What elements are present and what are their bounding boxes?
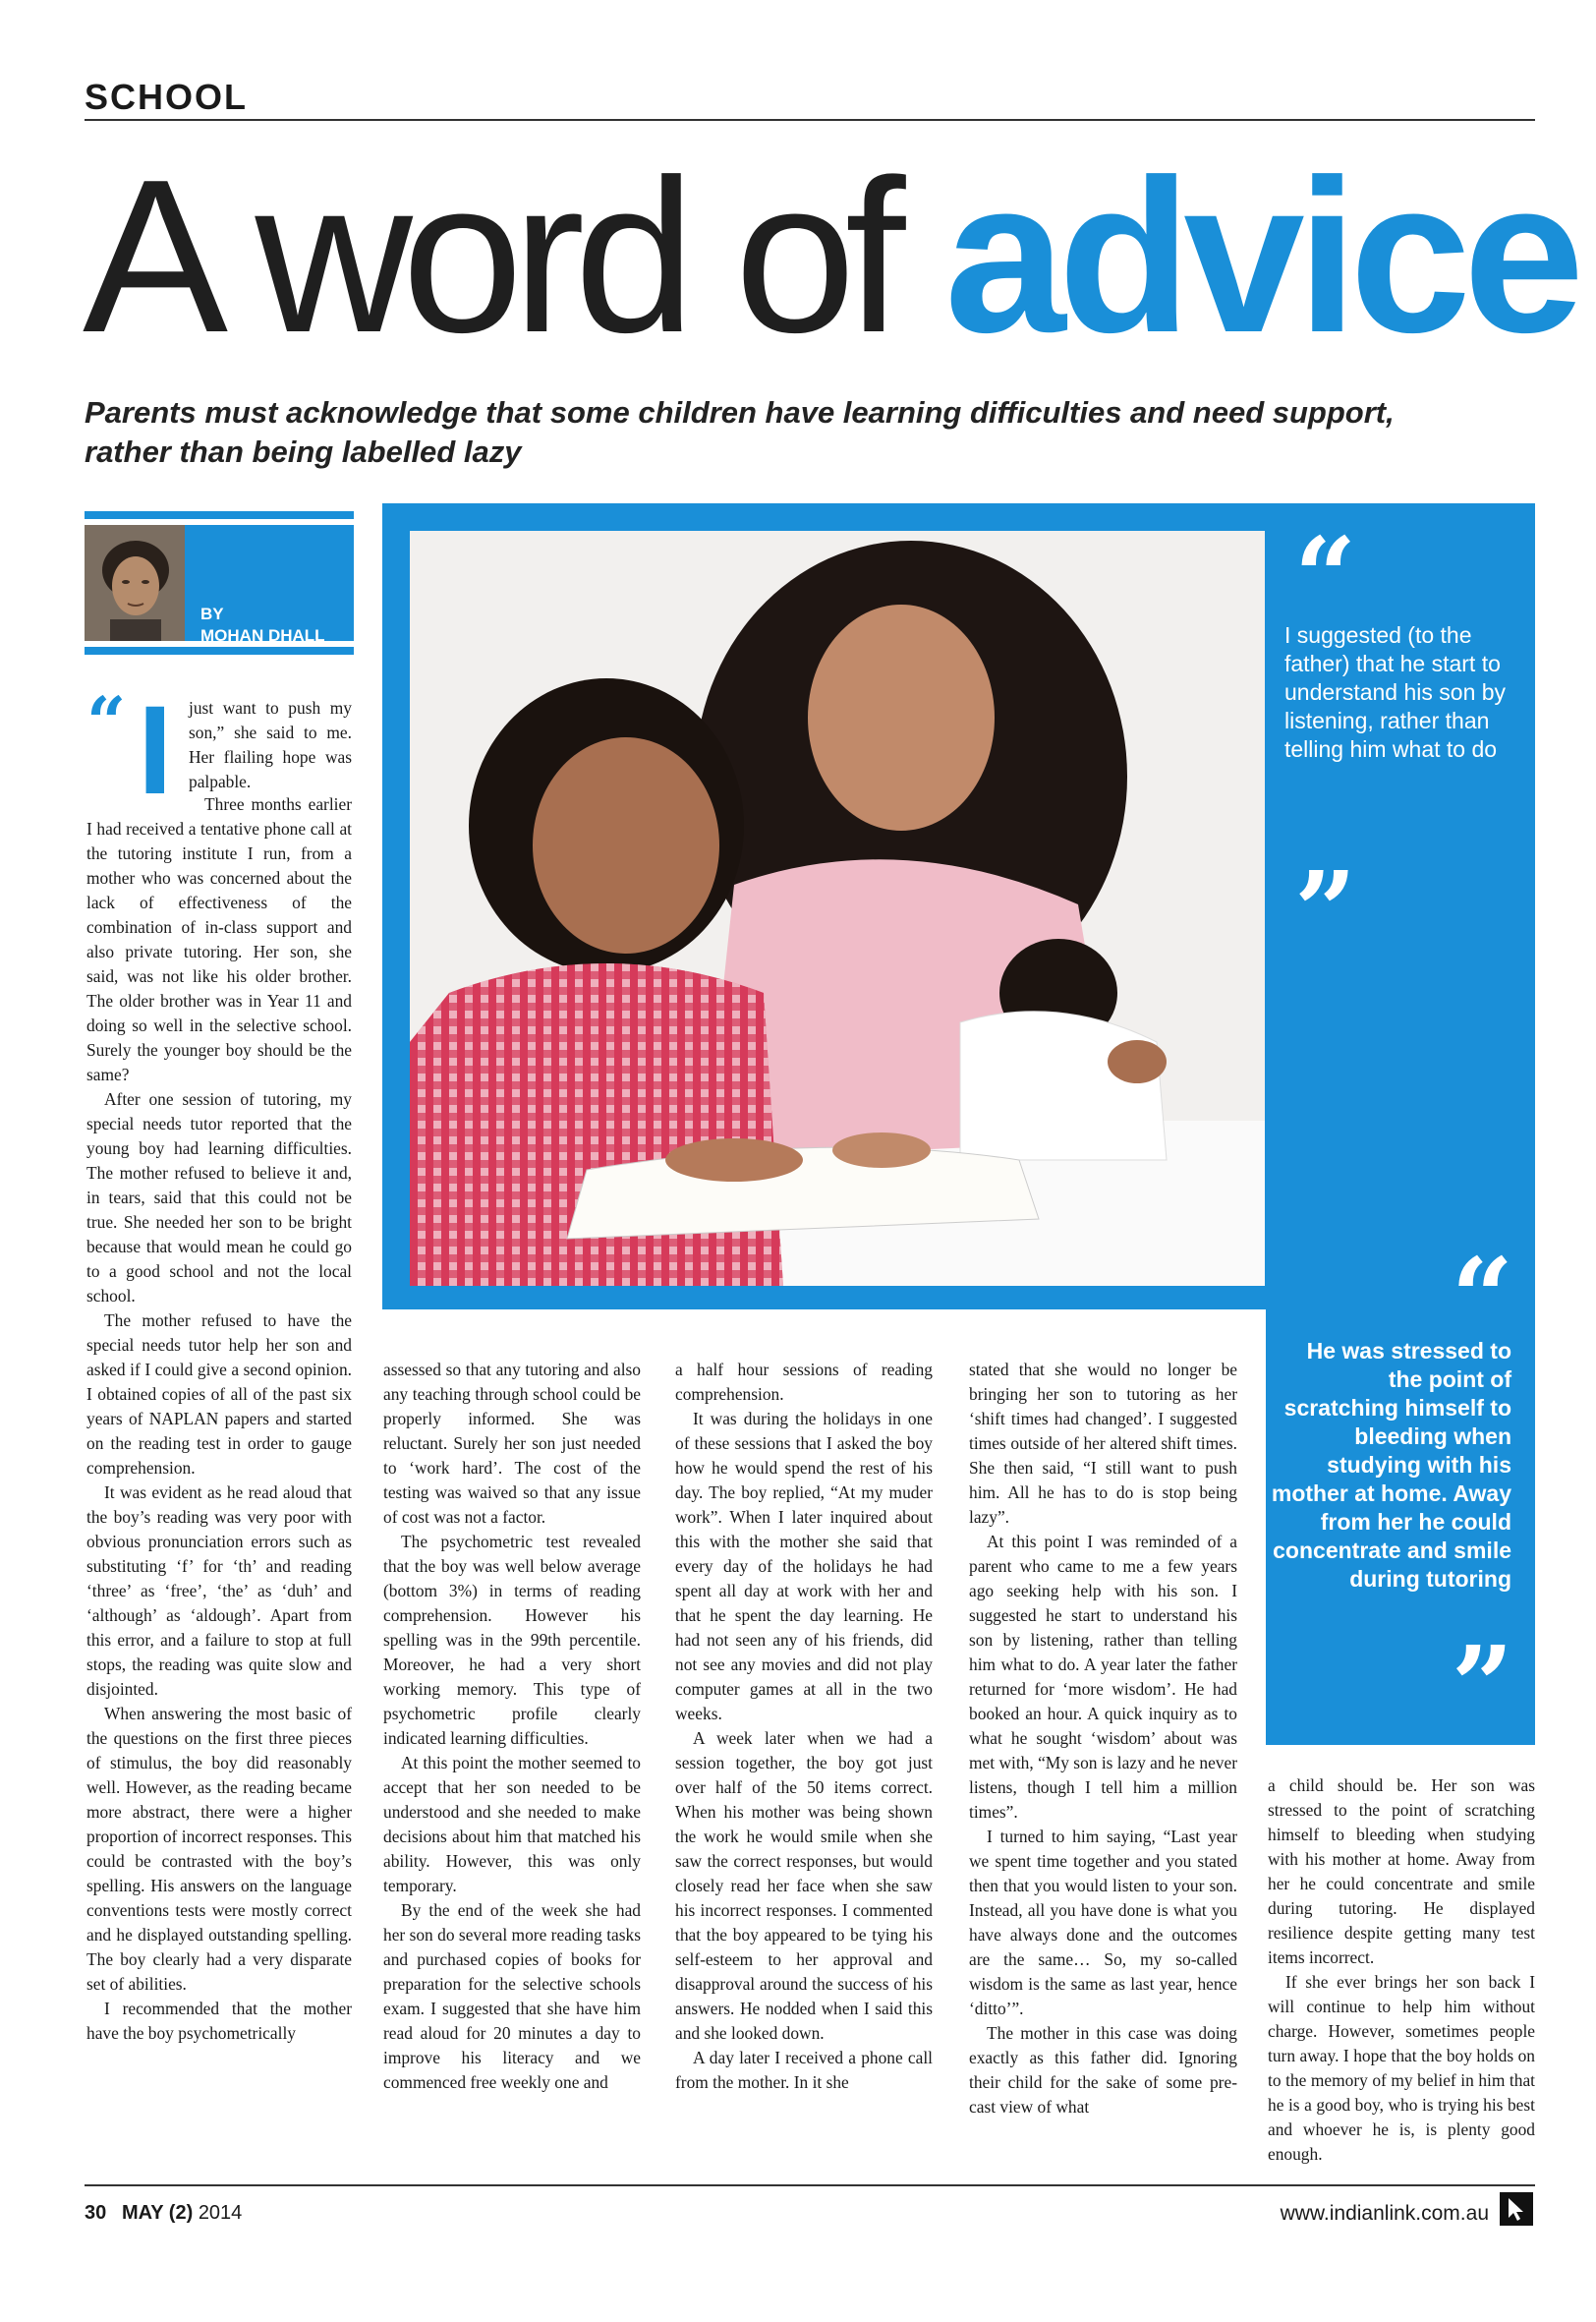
paragraph: It was during the holidays in one of these sessions that I asked the boy how he would spend the rest of his day. The boy replied, “At my muder work”. When I later inquired about this with the mother she said that every day of the holidays he had spent all day at work with her and that he spent the day learning. He had not seen any of his friends, did not see any movies and did not play computer games at all in the two weeks. <box>675 1409 933 1723</box>
page-number: 30 <box>85 2202 107 2224</box>
paragraph: At this point I was reminded of a parent who came to me a few years ago seeking help with his son. I suggested he start to understand his son by listening, rather than telling him what to do. A year later the father returned for ‘more wisdom’. He had booked an hour. A quick inquiry as to what he sought ‘wisdom’ about was met with, “My son is lazy and he never listens, though I tell him a million times”. <box>969 1532 1237 1822</box>
dropcap-letter: I <box>138 680 173 821</box>
top-divider <box>85 119 1535 121</box>
paragraph: I recommended that the mother have the boy psychometrically <box>86 1999 352 2043</box>
section-label: SCHOOL <box>85 77 249 117</box>
byline-by: BY <box>200 605 224 623</box>
website-link[interactable]: www.indianlink.com.au <box>1280 2202 1489 2225</box>
article-column-2 <box>383 1358 641 2095</box>
paragraph: The mother refused to have the special needs tutor help her son and asked if I could give a second opinion. I obtained copies of all of the past six years of NAPLAN papers and started on the reading test in order to gauge comprehension. <box>86 1310 352 1478</box>
paragraph: The mother in this case was doing exactly as this father did. Ignoring their child for the sake of some pre-cast view of what <box>969 2023 1237 2117</box>
paragraph: When answering the most basic of the questions on the first three pieces of stimulus, the boy did reasonably well. However, as the reading became more abstract, there were a higher proportion of incorrect responses. This could be contrasted with the boy’s spelling. His answers on the language conventions tests were mostly correct and he displayed outstanding spelling. The boy clearly had a very disparate set of abilities. <box>86 1704 352 1994</box>
article-column-5 <box>1268 1773 1535 2167</box>
standfirst: Parents must acknowledge that some children have learning difficulties and need support, rather than being labelled lazy <box>85 395 1395 469</box>
paragraph: A day later I received a phone call from the mother. In it she <box>675 2048 933 2092</box>
pull-quote-2-box <box>1266 1219 1535 1749</box>
issue-month: MAY (2) <box>122 2202 194 2224</box>
issue-date <box>122 2202 242 2225</box>
byline-text <box>200 604 325 647</box>
headline-accent: advice <box>944 135 1577 378</box>
issue-year: 2014 <box>198 2202 243 2224</box>
paragraph: a half hour sessions of reading comprehension. <box>675 1360 933 1404</box>
paragraph: assessed so that any tutoring and also any teaching through school could be properly informed. She was reluctant. Surely her son just needed to ‘work hard’. The cost of the testing was waived so that any issue of cost was not a factor. <box>383 1360 641 1527</box>
dropcap-quote-mark: “ <box>86 681 127 763</box>
paragraph: The psychometric test revealed that the boy was well below average (bottom 3%) in terms of reading comprehension. However his spelling was in the 99th percentile. Moreover, he had a very short working memory. This type of psychometric profile clearly indicated learning difficulties. <box>383 1532 641 1748</box>
paragraph: Three months earlier I had received a tentative phone call at the tutoring institute I run, from a mother who was concerned about the lack of effectiveness of the combination of in-class support and also private tutoring. Her son, she said, was not like his older brother. The older brother was in Year 11 and doing so well in the selective school. Surely the younger boy should be the same? <box>86 794 352 1084</box>
byline-author: MOHAN DHALL <box>200 626 325 645</box>
quote-open-mark: “ <box>1294 513 1357 640</box>
paragraph: At this point the mother seemed to accept that her son needed to be understood and she needed to make decisions about him that matched his ability. However, this was only temporary. <box>383 1753 641 1895</box>
paragraph: If she ever brings her son back I will continue to help him without charge. However, sometimes people turn away. I hope that the boy holds on to the memory of my belief in him that he is a good boy, who is trying his best and whoever he is, is plenty good enough. <box>1268 1972 1535 2164</box>
paragraph: stated that she would no longer be bringing her son to tutoring as her ‘shift times had changed’. I suggested times outside of her altered shift times. She then said, “I still want to push him. All he has to do is stop being lazy”. <box>969 1360 1237 1527</box>
paragraph: After one session of tutoring, my special needs tutor reported that the young boy had learning difficulties. The mother refused to believe it and, in tears, said that this could not be true. She needed her son to be bright because that would mean he could go to a good school and not the local school. <box>86 1089 352 1306</box>
headline <box>83 135 1577 378</box>
paragraph: By the end of the week she had her son do several more reading tasks and purchased copies of books for preparation for the selective schools exam. I suggested that she have him read aloud for 20 minutes a day to improve his literacy and we commenced free weekly one and <box>383 1900 641 2092</box>
paragraph: It was evident as he read aloud that the boy’s reading was very poor with obvious pronunciation errors such as substituting ‘f’ for ‘th’ and reading ‘three’ as ‘free’, ‘the’ as ‘duh’ and ‘although’ as ‘aldough’. Apart from this error, and a failure to stop at full stops, the reading was quite slow and disjointed. <box>86 1482 352 1699</box>
byline-bottom-bar <box>85 647 354 655</box>
photo-frame <box>382 503 1535 1309</box>
bottom-divider <box>85 2184 1535 2186</box>
paragraph: A week later when we had a session together, the boy got just over half of the 50 items correct. When his mother was being shown the work he would smile when she saw the correct responses, but would closely read her face when she saw his incorrect responses. I commented that the boy appeared to be tying his self-esteem to her approval and disapproval around the success of his answers. He nodded when I said this and she looked down. <box>675 1728 933 2043</box>
quote-open-mark: “ <box>1451 1234 1513 1361</box>
article-column-4 <box>969 1358 1237 2119</box>
paragraph: I turned to him saying, “Last year we spent time together and you stated then that you would listen to your son. Instead, all you have done is what you have always done and the outcomes are the same… So, my so-called wisdom is the same as last year, hence ‘ditto’”. <box>969 1827 1237 2018</box>
quote-close-mark: ” <box>1294 847 1357 974</box>
pull-quote-2: He was stressed to the point of scratching himself to bleeding when studying with his mother at home. Away from her he could concentrate and smile during tutoring <box>1271 1338 1511 1592</box>
paragraph: a child should be. Her son was stressed to the point of scratching himself to bleeding when studying with his mother at home. Away from her he could concentrate and smile during tutoring. He displayed resilience despite getting many test items incorrect. <box>1268 1775 1535 1967</box>
headline-part1: A word of <box>83 135 895 378</box>
quote-close-mark: ” <box>1451 1622 1513 1749</box>
article-photo <box>410 531 1265 1286</box>
cursor-icon <box>1500 2192 1533 2226</box>
article-lead: just want to push my son,” she said to me. Her flailing hope was palpable. <box>189 698 352 791</box>
byline-box <box>85 511 354 649</box>
byline-top-bar <box>85 511 354 519</box>
pull-quote-1: I suggested (to the father) that he start to understand his son by listening, rather than telling him what to do <box>1284 622 1507 762</box>
article-column-3 <box>675 1358 933 2095</box>
byline-panel <box>85 525 354 645</box>
article-column-1 <box>86 792 352 2046</box>
author-photo <box>85 525 185 641</box>
